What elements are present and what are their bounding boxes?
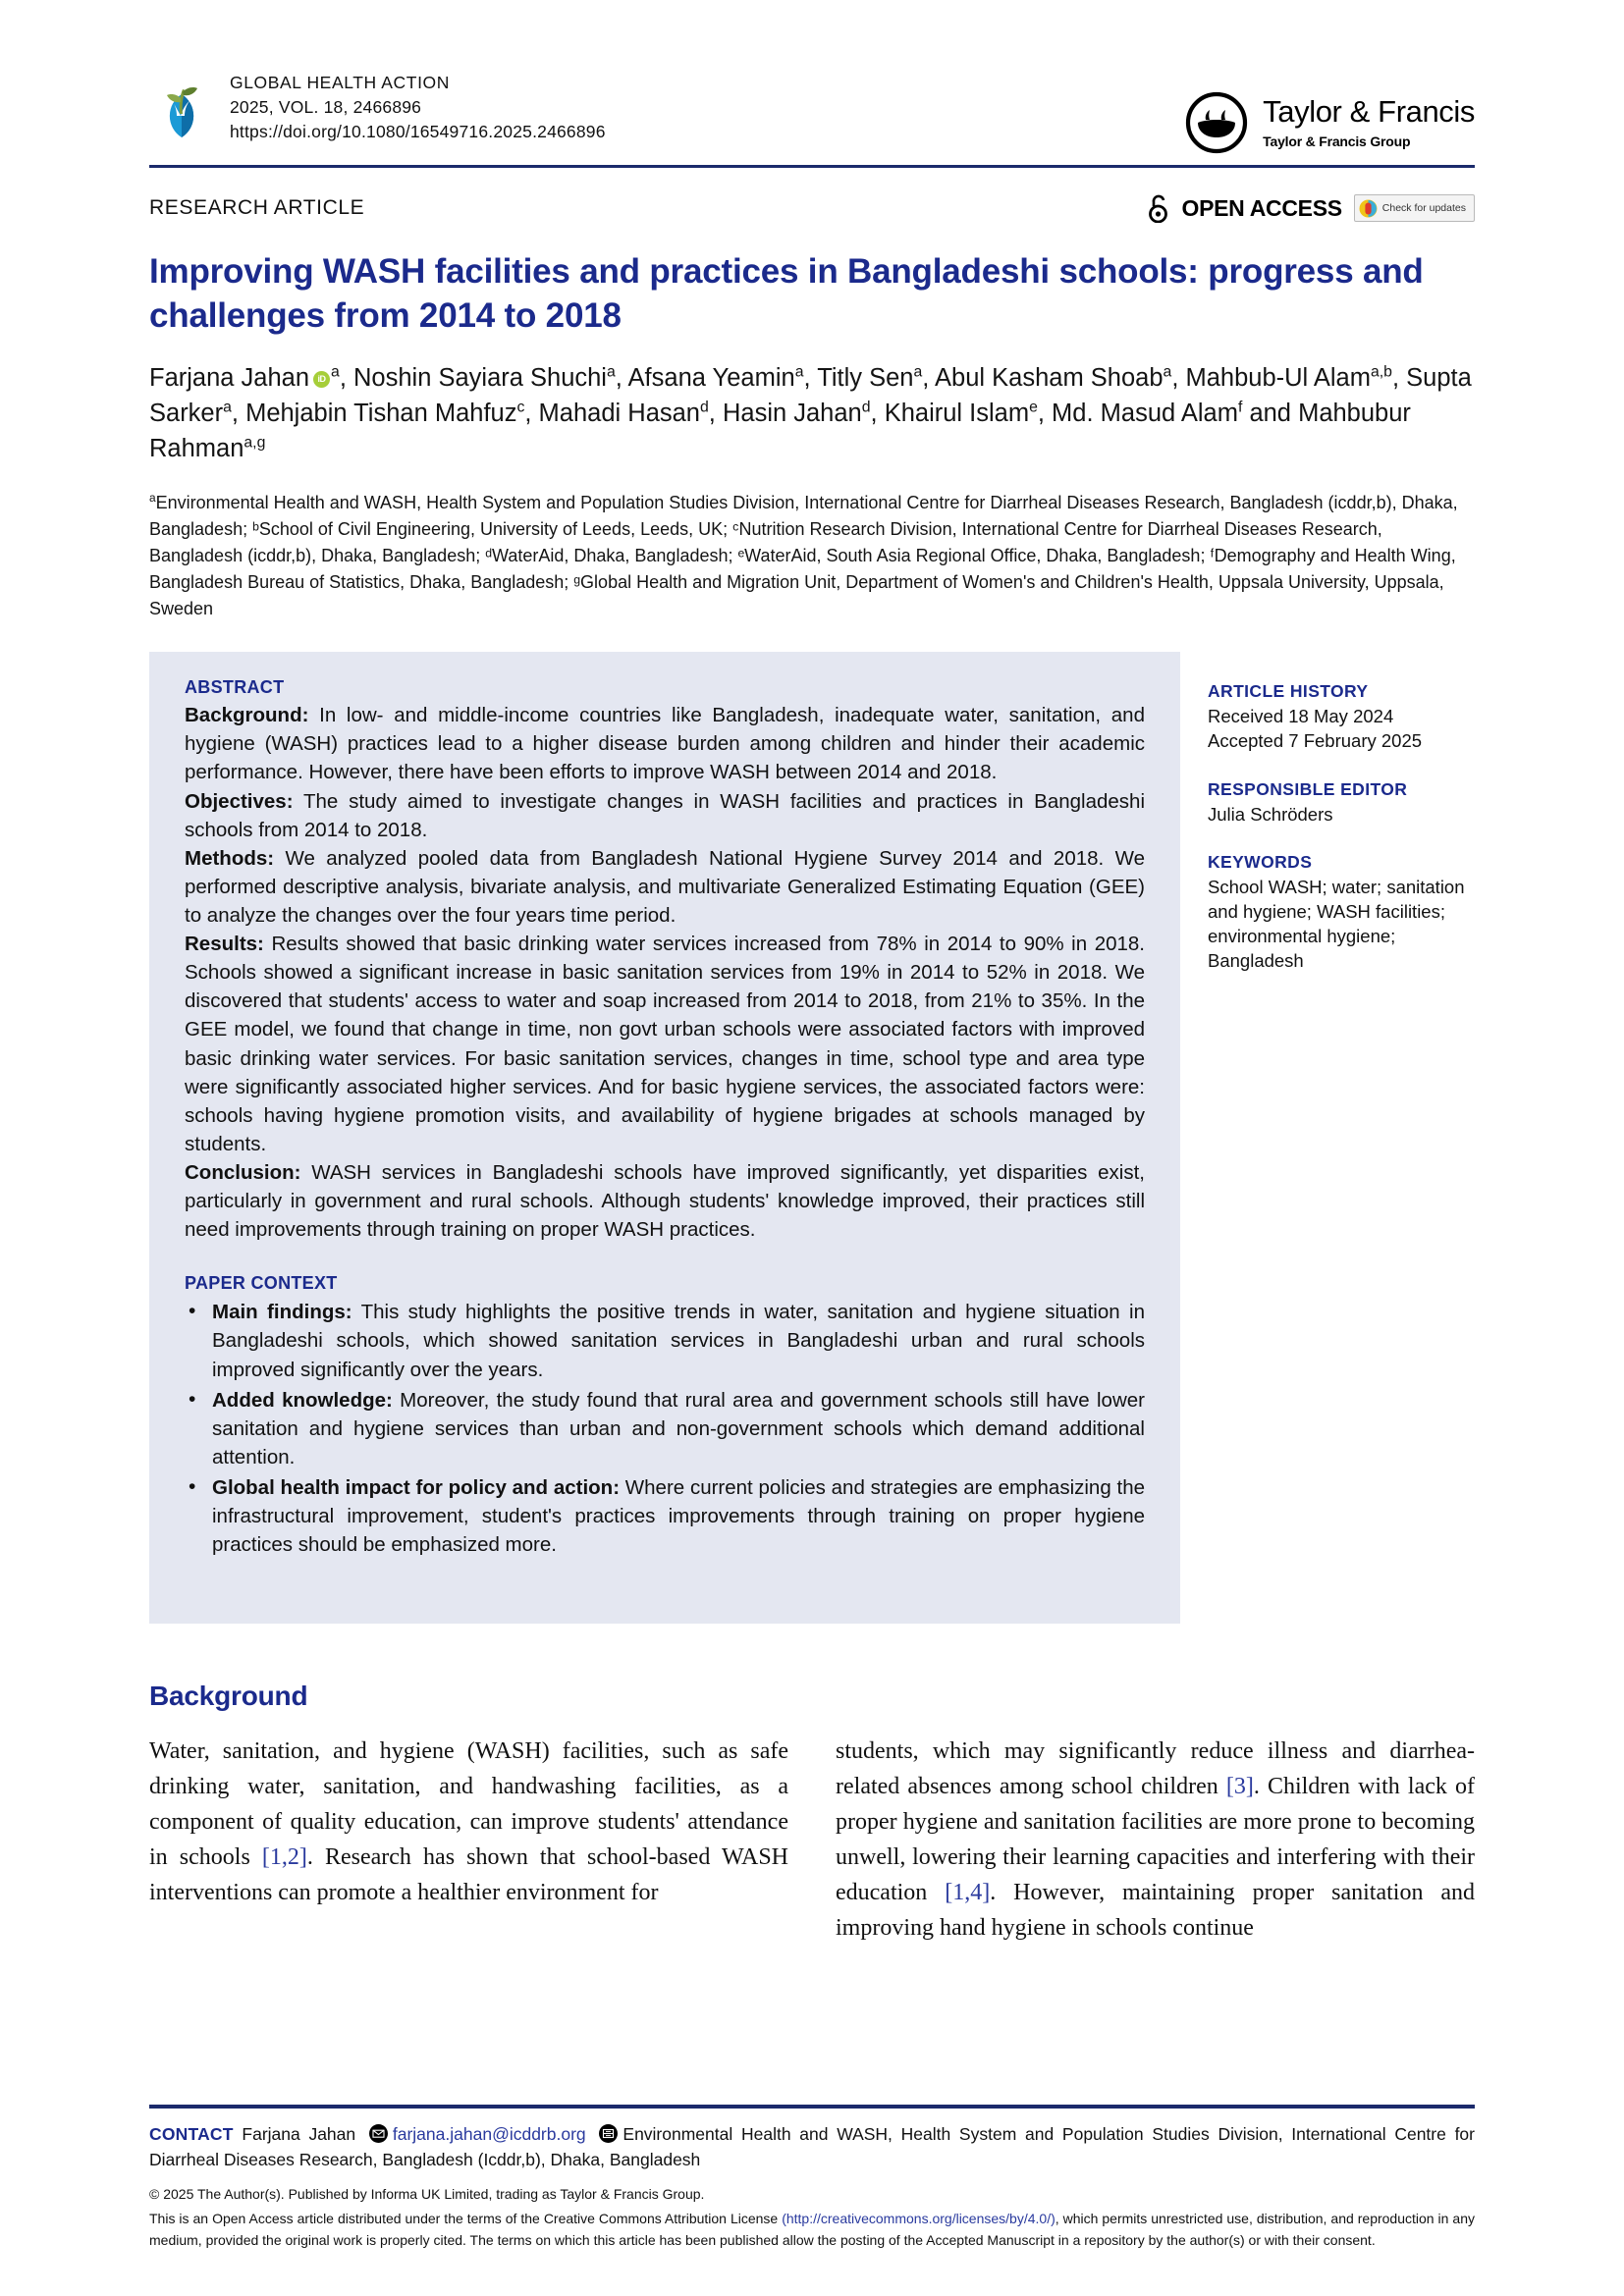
paragraph xyxy=(149,1734,788,1910)
citation-reference[interactable]: [1,4] xyxy=(945,1880,991,1906)
abstract-methods-text: We analyzed pooled data from Bangladesh National Hygiene Survey 2014 and 2018. We performed descriptive analysis, bivariate analysis, and multivariate Generalized Estimating Equation (GEE) to analyze the changes over the four years time period. xyxy=(185,846,1145,927)
author-affil-marker: a xyxy=(1163,363,1172,381)
keywords-list: School WASH; water; sanitation and hygiene; WASH facilities; environmental hygiene; Bangladesh xyxy=(1208,876,1465,972)
abstract-background-text: In low- and middle-income countries like Bangladesh, inadequate water, sanitation, and hygiene (WASH) practices lead to a higher disease burden among children and hinder their academic performance. However, there have been efforts to improve WASH between 2014 and 2018. xyxy=(185,704,1145,784)
list-item xyxy=(185,1298,1145,1383)
author-affil-marker: a xyxy=(913,363,923,381)
keywords-group xyxy=(1208,852,1475,974)
legal-block xyxy=(149,2184,1475,2251)
author-affil-marker: c xyxy=(516,399,525,416)
author-list xyxy=(149,360,1475,467)
abstract-column xyxy=(149,652,1180,1624)
author-name: , Afsana Yeamin xyxy=(615,363,795,392)
license-line xyxy=(149,2209,1475,2251)
author-name: , Noshin Sayiara Shuchi xyxy=(339,363,607,392)
taylor-francis-logo-icon xyxy=(1184,90,1249,155)
abstract-objectives-text: The study aimed to investigate changes in WASH facilities and practices in Bangladeshi schools from 2014 to 2018. xyxy=(185,789,1145,841)
check-for-updates-label: Check for updates xyxy=(1381,202,1466,214)
paper-context-list xyxy=(185,1298,1145,1559)
paper-context-item-text: Where current policies and strategies are emphasizing the infrastructural improvement, student's practices improvements through training on proper hygiene practices should be emphasized more. xyxy=(212,1475,1145,1557)
body-column-left xyxy=(149,1681,788,1946)
author-affil-marker: a,b xyxy=(1370,363,1392,381)
author-name: , Khairul Islam xyxy=(870,399,1030,427)
paper-context-item-label: Added knowledge: xyxy=(212,1388,393,1412)
page-title: Improving WASH facilities and practices in Bangladeshi schools: progress and challenges from 2014 to 2018 xyxy=(149,252,1424,335)
paper-context-item-label: Main findings: xyxy=(212,1301,352,1324)
publisher-group: Taylor & Francis Group xyxy=(1263,133,1411,149)
author-affil-marker: d xyxy=(700,399,709,416)
journal-doi[interactable]: https://doi.org/10.1080/16549716.2025.2466896 xyxy=(230,121,606,141)
accepted-date: Accepted 7 February 2025 xyxy=(1208,730,1423,752)
abstract-results-label: Results: xyxy=(185,933,264,956)
keywords-heading: KEYWORDS xyxy=(1208,851,1313,872)
affiliations-text: Environmental Health and WASH, Health System and Population Studies Division, International Centre for Diarrheal Diseases Research, Bangladesh (icddr,b), Dhaka, Bangladesh; ᵇSchool of Civil Engineering, University of Leeds, Leeds, UK; ᶜNutrition Research Division, International Centre for Diarrheal Diseases Research, Bangladesh (icddr,b), Dhaka, Bangladesh; ᵈWaterAid, Dhaka, Bangladesh; ᵉWaterAid, South Asia Regional Office, Dhaka, Bangladesh; ᶠDemography and Health Wing, Bangladesh Bureau of Statistics, Dhaka, Bangladesh; ᵍGlobal Health and Migration Unit, Department of Women's and Children's Health, Uppsala University, Uppsala, Sweden xyxy=(149,493,1458,619)
abstract-conclusion-label: Conclusion: xyxy=(185,1160,301,1184)
author-name: , Abul Kasham Shoab xyxy=(922,363,1164,392)
check-for-updates-button[interactable] xyxy=(1354,194,1475,222)
paper-context-item-label: Global health impact for policy and action: xyxy=(212,1475,621,1499)
abstract-results-text: Results showed that basic drinking water services increased from 78% in 2014 to 90% in 2018. Schools showed a significant increase in basic sanitation services from 19% in 2014 to 52% in 2018. We discovered that students' access to water and soap increased from 2014 to 2018, from 21% to 35%. In the GEE model, we found that change in time, non govt urban schools were associated factors with improved basic drinking water services. For basic sanitation services, changes in time, school type and area type were significantly associated higher services. And for basic hygiene services, the associated factors were: schools having hygiene promotion visits, and availability of hygiene brigades at schools managed by students. xyxy=(185,933,1145,1155)
paragraph-text: Water, sanitation, and hygiene (WASH) facilities, such as safe drinking water, sanitation, and handwashing facilities, as a component of quality education, can improve students' attendance in schools xyxy=(149,1738,788,1871)
list-item xyxy=(185,1473,1145,1559)
paper-context-heading: PAPER CONTEXT xyxy=(185,1273,338,1294)
envelope-icon xyxy=(369,2124,388,2143)
footer-divider xyxy=(149,2105,1475,2109)
article-type-label: RESEARCH ARTICLE xyxy=(149,196,365,219)
abstract-heading: ABSTRACT xyxy=(185,677,285,698)
author-affil-marker: e xyxy=(1029,399,1038,416)
page-footer xyxy=(149,2105,1475,2251)
author-name: , Supta Sarker xyxy=(149,363,1472,427)
abstract-methods-label: Methods: xyxy=(185,846,275,870)
abstract-objectives xyxy=(185,787,1145,844)
license-url-link[interactable]: (http://creativecommons.org/licenses/by/4.0/) xyxy=(782,2211,1056,2227)
author-name: , Hasin Jahan xyxy=(708,399,862,427)
article-metadata-column xyxy=(1180,652,1475,1624)
abstract-results xyxy=(185,930,1145,1158)
paper-context-item-text: This study highlights the positive trends in water, sanitation and hygiene situation in Bangladeshi schools, which showed sanitation services in Bangladeshi urban and rural schools improved significantly over the years. xyxy=(212,1301,1145,1381)
journal-volume: 2025, VOL. 18, 2466896 xyxy=(230,96,422,117)
journal-identity xyxy=(149,71,606,144)
contact-email-link[interactable]: farjana.jahan@icddrb.org xyxy=(392,2124,586,2145)
copyright-line: © 2025 The Author(s). Published by Informa UK Limited, trading as Taylor & Francis Group. xyxy=(149,2186,705,2203)
abstract-methods xyxy=(185,844,1145,930)
global-health-action-logo-icon xyxy=(149,75,214,139)
contact-line xyxy=(149,2122,1475,2172)
responsible-editor-heading: RESPONSIBLE EDITOR xyxy=(1208,778,1408,799)
orcid-icon[interactable] xyxy=(313,371,330,388)
crossmark-icon xyxy=(1359,199,1378,218)
affil-marker: a xyxy=(149,491,156,506)
section-heading-background: Background xyxy=(149,1681,308,1712)
journal-title: GLOBAL HEALTH ACTION xyxy=(230,73,450,92)
author-affil-marker: d xyxy=(861,399,871,416)
list-item xyxy=(185,1386,1145,1471)
journal-meta xyxy=(230,71,606,144)
building-icon xyxy=(599,2124,618,2143)
author-affil-marker: f xyxy=(1237,399,1243,416)
author-name: and Mahbubur Rahman xyxy=(149,399,1411,462)
paragraph-text: students, which may significantly reduce illness and diarrhea-related absences among school children xyxy=(836,1738,1475,1800)
contact-label: CONTACT xyxy=(149,2124,234,2145)
body-column-right xyxy=(836,1681,1475,1946)
paragraph xyxy=(836,1734,1475,1946)
article-history-group xyxy=(1208,681,1475,753)
citation-reference[interactable]: [1,2] xyxy=(261,1844,307,1871)
abstract-conclusion xyxy=(185,1158,1145,1244)
license-text: , which permits unrestricted use, distribution, and reproduction in any medium, provided the original work is properly cited. The terms on which this article has been published allow the posting of the Accepted Manuscript in a repository by the author(s) or with their consent. xyxy=(149,2211,1475,2248)
paragraph-text: . However, maintaining proper sanitation and improving hand hygiene in schools continue xyxy=(836,1880,1476,1942)
publisher-name: Taylor & Francis xyxy=(1263,94,1475,130)
author-name: , Mehjabin Tishan Mahfuz xyxy=(231,399,517,427)
responsible-editor-group xyxy=(1208,779,1475,827)
paragraph-text: . Children with lack of proper hygiene and sanitation facilities are more prone to becoming unwell, lowering their learning capacities and interfering with their education xyxy=(836,1774,1475,1906)
body-columns xyxy=(149,1681,1475,1946)
article-type-row xyxy=(149,193,1475,223)
open-access-label: OPEN ACCESS xyxy=(1181,194,1342,221)
responsible-editor-name: Julia Schröders xyxy=(1208,803,1333,825)
author-affil-marker: a xyxy=(331,363,340,381)
contact-name: Farjana Jahan xyxy=(242,2124,356,2145)
abstract-panel xyxy=(149,652,1475,1624)
license-text: This is an Open Access article distributed under the terms of the Creative Commons Attribution License xyxy=(149,2211,783,2227)
author-name: , Titly Sen xyxy=(803,363,914,392)
affiliations xyxy=(149,490,1475,622)
author-affil-marker: a,g xyxy=(244,434,266,452)
open-access-group xyxy=(1149,193,1476,223)
publisher-name-block xyxy=(1263,96,1475,149)
abstract-background-label: Background: xyxy=(185,704,309,727)
author-affil-marker: a xyxy=(794,363,804,381)
abstract-background xyxy=(185,701,1145,786)
author-name: , Mahadi Hasan xyxy=(524,399,700,427)
received-date: Received 18 May 2024 xyxy=(1208,706,1394,727)
author-name: Farjana Jahan xyxy=(149,363,310,392)
open-lock-icon xyxy=(1149,193,1170,223)
article-history-heading: ARTICLE HISTORY xyxy=(1208,681,1369,702)
paragraph-text: . Research has shown that school-based WASH interventions can promote a healthier environment for xyxy=(149,1844,788,1906)
citation-reference[interactable]: [3] xyxy=(1225,1774,1254,1800)
author-name: , Mahbub-Ul Alam xyxy=(1171,363,1371,392)
publisher-identity xyxy=(1184,90,1475,155)
masthead xyxy=(149,0,1475,168)
contact-address: Environmental Health and WASH, Health System and Population Studies Division, International Centre for Diarrheal Diseases Research, Bangladesh (Icddr,b), Dhaka, Bangladesh xyxy=(149,2124,1475,2169)
abstract-objectives-label: Objectives: xyxy=(185,789,294,813)
abstract-conclusion-text: WASH services in Bangladeshi schools have improved significantly, yet disparities exist, particularly in government and rural schools. Although students' knowledge improved, their practices still need improvements through training on proper WASH practices. xyxy=(185,1160,1145,1242)
author-name: , Md. Masud Alam xyxy=(1037,399,1238,427)
author-affil-marker: a xyxy=(606,363,616,381)
paper-context-item-text: Moreover, the study found that rural area and government schools still have lower sanitation and hygiene services than urban and non-government schools which demand additional attention. xyxy=(212,1388,1145,1468)
abstract-body xyxy=(185,701,1145,1244)
author-affil-marker: a xyxy=(223,399,232,416)
